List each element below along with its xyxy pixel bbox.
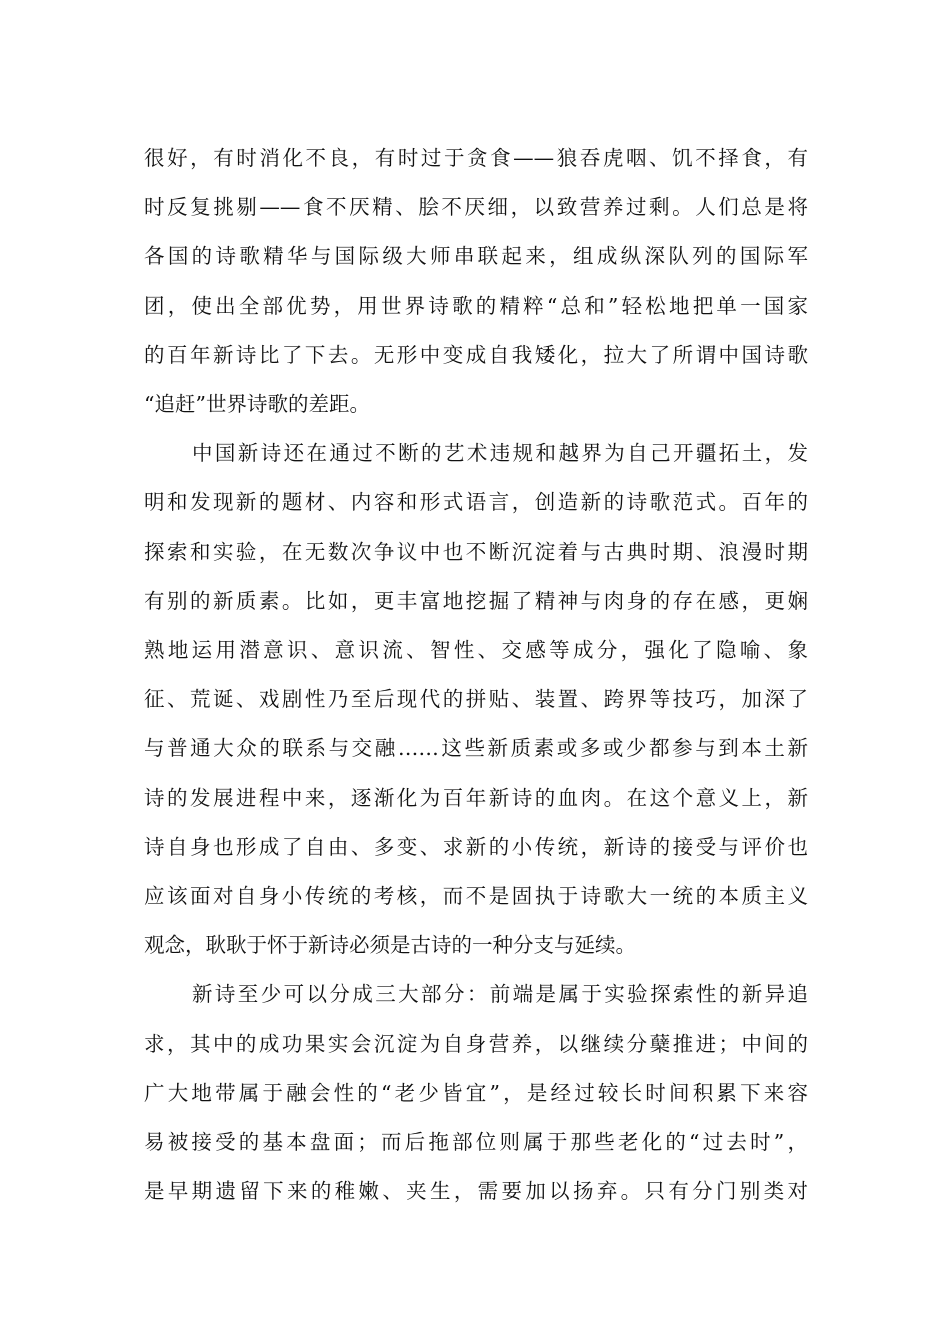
text-line: 与普通大众的联系与交融……这些新质素或多或少都参与到本土新: [144, 736, 808, 761]
body-text: [144, 134, 808, 1216]
text-line: 诗自身也形成了自由、多变、求新的小传统，新诗的接受与评价也: [144, 834, 808, 859]
text-line: 团，使出全部优势，用世界诗歌的精粹“总和”轻松地把单一国家: [144, 293, 808, 318]
text-line: 求，其中的成功果实会沉淀为自身营养，以继续分蘖推进；中间的: [144, 1031, 808, 1056]
text-line: 各国的诗歌精华与国际级大师串联起来，组成纵深队列的国际军: [144, 244, 808, 269]
paragraph-first-line: 中国新诗还在通过不断的艺术违规和越界为自己开疆拓土，发: [192, 441, 808, 466]
text-line: 探索和实验，在无数次争议中也不断沉淀着与古典时期、浪漫时期: [144, 539, 808, 564]
text-line: 征、荒诞、戏剧性乃至后现代的拼贴、装置、跨界等技巧，加深了: [144, 687, 808, 712]
text-line: 诗的发展进程中来，逐渐化为百年新诗的血肉。在这个意义上，新: [144, 785, 808, 810]
text-line: 熟地运用潜意识、意识流、智性、交感等成分，强化了隐喻、象: [144, 638, 808, 663]
text-line: 应该面对自身小传统的考核，而不是固执于诗歌大一统的本质主义: [144, 884, 808, 909]
text-line: 易被接受的基本盘面；而后拖部位则属于那些老化的“过去时”，: [144, 1130, 808, 1155]
text-line: 广大地带属于融会性的“老少皆宜”，是经过较长时间积累下来容: [144, 1080, 808, 1105]
text-line: 时反复挑剔——食不厌精、脍不厌细，以致营养过剩。人们总是将: [144, 195, 808, 220]
text-line: “追赶”世界诗歌的差距。: [144, 392, 370, 417]
text-line: 明和发现新的题材、内容和形式语言，创造新的诗歌范式。百年的: [144, 490, 808, 515]
text-line: 有别的新质素。比如，更丰富地挖掘了精神与肉身的存在感，更娴: [144, 588, 808, 613]
text-line: 观念，耿耿于怀于新诗必须是古诗的一种分支与延续。: [144, 933, 636, 958]
text-line: 是早期遗留下来的稚嫩、夹生，需要加以扬弃。只有分门别类对: [144, 1179, 808, 1204]
paragraph-first-line: 新诗至少可以分成三大部分：前端是属于实验探索性的新异追: [192, 982, 808, 1007]
text-line: 的百年新诗比了下去。无形中变成自我矮化，拉大了所谓中国诗歌: [144, 342, 808, 367]
text-line: 很好，有时消化不良，有时过于贪食——狼吞虎咽、饥不择食，有: [144, 146, 808, 170]
